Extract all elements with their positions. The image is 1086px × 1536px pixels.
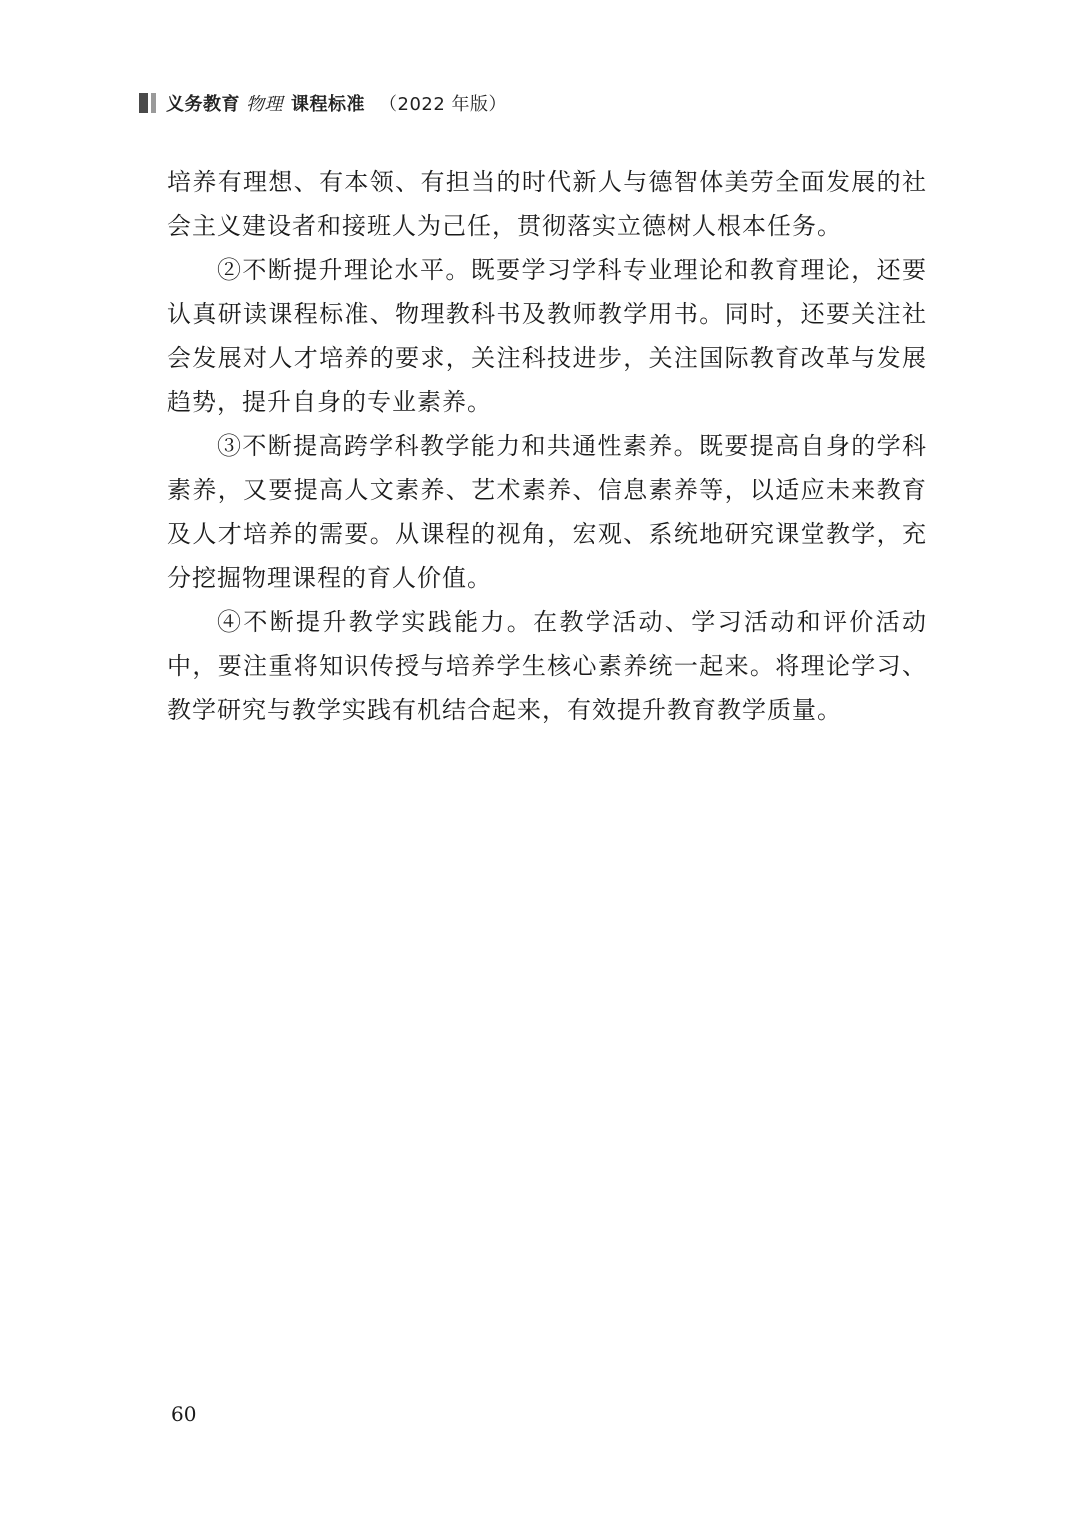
header-edition: （2022 年版） [379, 94, 508, 115]
header-title-text: 课程标准 [291, 94, 365, 115]
paragraph-continuation: 培养有理想、有本领、有担当的时代新人与德智体美劳全面发展的社会主义建设者和接班人为己任，贯彻落实立德树人根本任务。 [167, 168, 927, 240]
header-bar-mark [139, 93, 156, 113]
paragraph-item-2: ②不断提升理论水平。既要学习学科专业理论和教育理论，还要认真研读课程标准、物理教科书及教师教学用书。同时，还要关注社会发展对人才培养的要求，关注科技进步，关注国际教育改革与发展趋势，提升自身的专业素养。 [167, 256, 927, 416]
header-bar-light [151, 93, 156, 113]
page-body [167, 160, 927, 732]
paragraph-item-4: ④不断提升教学实践能力。在教学活动、学习活动和评价活动中，要注重将知识传授与培养学生核心素养统一起来。将理论学习、教学研究与教学实践有机结合起来，有效提升教育教学质量。 [167, 608, 927, 724]
header-series: 义务教育 [166, 94, 240, 115]
header-subject: 物理 [246, 94, 283, 115]
paragraph-item-3: ③不断提高跨学科教学能力和共通性素养。既要提高自身的学科素养，又要提高人文素养、艺术素养、信息素养等，以适应未来教育及人才培养的需要。从课程的视角，宏观、系统地研究课堂教学，充分挖掘物理课程的育人价值。 [167, 432, 927, 592]
page-number: 60 [171, 1402, 197, 1426]
running-header [139, 90, 507, 116]
header-bar-dark [139, 93, 148, 113]
header-title [166, 90, 507, 116]
